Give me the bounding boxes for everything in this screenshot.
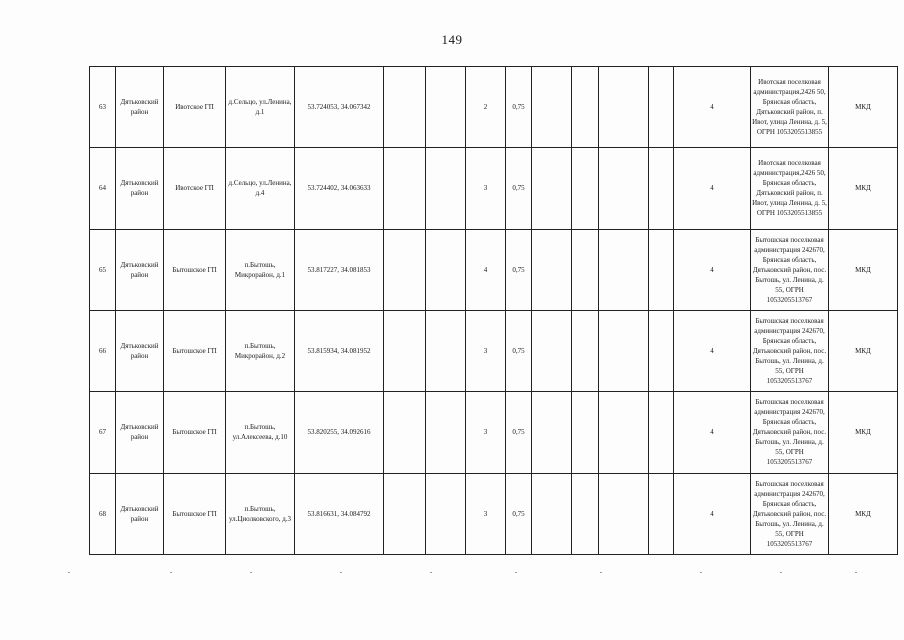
empty-cell <box>426 229 466 310</box>
district-cell: Дятьковский район <box>116 473 164 554</box>
table-row <box>90 392 898 473</box>
empty-cell <box>384 473 426 554</box>
object-type-cell: МКД <box>829 148 898 229</box>
empty-cell <box>532 148 572 229</box>
page-number: 149 <box>441 32 463 47</box>
empty-cell <box>599 310 649 391</box>
empty-cell <box>426 473 466 554</box>
empty-cell <box>426 67 466 148</box>
container-volume-cell: 0,75 <box>506 229 532 310</box>
table-row <box>90 473 898 554</box>
container-count-cell: 4 <box>466 229 506 310</box>
table-row <box>90 148 898 229</box>
container-volume-cell: 0,75 <box>506 392 532 473</box>
settlement-cell: Бытошское ГП <box>164 473 226 554</box>
empty-cell <box>649 392 674 473</box>
value-4-cell: 4 <box>674 229 751 310</box>
administration-cell: Бытошская поселковая администрация 242670, Брянская область, Дятьковский район, пос. Бытошь, ул. Ленина, д. 55, ОГРН 1053205513767 <box>751 392 829 473</box>
object-type-cell: МКД <box>829 473 898 554</box>
address-cell: п.Бытошь, Микрорайон, д.2 <box>226 310 295 391</box>
empty-cell <box>599 67 649 148</box>
container-volume-cell: 0,75 <box>506 148 532 229</box>
settlement-cell: Ивотское ГП <box>164 67 226 148</box>
empty-cell <box>649 310 674 391</box>
administration-cell: Бытошская поселковая администрация 242670, Брянская область, Дятьковский район, пос. Бытошь, ул. Ленина, д. 55, ОГРН 1053205513767 <box>751 229 829 310</box>
coordinates-cell: 53.820255, 34.092616 <box>295 392 384 473</box>
empty-cell <box>649 473 674 554</box>
table-row <box>90 310 898 391</box>
empty-cell <box>572 229 599 310</box>
administration-cell: Ивотская поселковая администрация,2426 50, Брянская область, Дятьковский район, п. Ивот, улица Ленина, д. 5, ОГРН 1053205513855 <box>751 67 829 148</box>
object-type-cell: МКД <box>829 229 898 310</box>
empty-cell <box>384 229 426 310</box>
empty-cell <box>649 229 674 310</box>
row-number: 66 <box>90 310 116 391</box>
empty-cell <box>532 229 572 310</box>
empty-cell <box>532 473 572 554</box>
empty-cell <box>426 392 466 473</box>
object-type-cell: МКД <box>829 310 898 391</box>
table-row <box>90 67 898 148</box>
settlement-cell: Ивотское ГП <box>164 148 226 229</box>
scan-artifacts <box>60 570 860 576</box>
administration-cell: Бытошская поселковая администрация 242670, Брянская область, Дятьковский район, пос. Бытошь, ул. Ленина, д. 55, ОГРН 1053205513767 <box>751 310 829 391</box>
empty-cell <box>572 310 599 391</box>
address-cell: п.Бытошь, ул.Циолковского, д.3 <box>226 473 295 554</box>
address-cell: д.Сельцо, ул.Ленина, д.1 <box>226 67 295 148</box>
container-count-cell: 3 <box>466 392 506 473</box>
registry-table <box>89 66 898 555</box>
coordinates-cell: 53.816631, 34.084792 <box>295 473 384 554</box>
district-cell: Дятьковский район <box>116 67 164 148</box>
row-number: 65 <box>90 229 116 310</box>
container-count-cell: 3 <box>466 310 506 391</box>
empty-cell <box>599 473 649 554</box>
row-number: 64 <box>90 148 116 229</box>
administration-cell: Ивотская поселковая администрация,2426 50, Брянская область, Дятьковский район, п. Ивот, улица Ленина, д. 5, ОГРН 1053205513855 <box>751 148 829 229</box>
object-type-cell: МКД <box>829 392 898 473</box>
address-cell: п.Бытошь, Микрорайон, д.1 <box>226 229 295 310</box>
district-cell: Дятьковский район <box>116 229 164 310</box>
empty-cell <box>532 392 572 473</box>
value-4-cell: 4 <box>674 148 751 229</box>
coordinates-cell: 53.817227, 34.081853 <box>295 229 384 310</box>
row-number: 67 <box>90 392 116 473</box>
empty-cell <box>572 473 599 554</box>
table-row <box>90 229 898 310</box>
coordinates-cell: 53.815934, 34.081952 <box>295 310 384 391</box>
settlement-cell: Бытошское ГП <box>164 229 226 310</box>
empty-cell <box>532 310 572 391</box>
container-count-cell: 3 <box>466 148 506 229</box>
settlement-cell: Бытошское ГП <box>164 392 226 473</box>
empty-cell <box>599 392 649 473</box>
empty-cell <box>572 148 599 229</box>
address-cell: д.Сельцо, ул.Ленина, д.4 <box>226 148 295 229</box>
value-4-cell: 4 <box>674 392 751 473</box>
value-4-cell: 4 <box>674 67 751 148</box>
empty-cell <box>649 148 674 229</box>
container-volume-cell: 0,75 <box>506 67 532 148</box>
district-cell: Дятьковский район <box>116 392 164 473</box>
empty-cell <box>572 392 599 473</box>
empty-cell <box>426 310 466 391</box>
object-type-cell: МКД <box>829 67 898 148</box>
address-cell: п.Бытошь, ул.Алексеева, д.10 <box>226 392 295 473</box>
coordinates-cell: 53.724053, 34.067342 <box>295 67 384 148</box>
district-cell: Дятьковский район <box>116 310 164 391</box>
empty-cell <box>426 148 466 229</box>
coordinates-cell: 53.724402, 34.063633 <box>295 148 384 229</box>
empty-cell <box>384 148 426 229</box>
row-number: 63 <box>90 67 116 148</box>
empty-cell <box>384 310 426 391</box>
empty-cell <box>384 67 426 148</box>
value-4-cell: 4 <box>674 310 751 391</box>
settlement-cell: Бытошское ГП <box>164 310 226 391</box>
empty-cell <box>599 148 649 229</box>
row-number: 68 <box>90 473 116 554</box>
empty-cell <box>532 67 572 148</box>
container-count-cell: 2 <box>466 67 506 148</box>
container-count-cell: 3 <box>466 473 506 554</box>
empty-cell <box>649 67 674 148</box>
empty-cell <box>599 229 649 310</box>
empty-cell <box>572 67 599 148</box>
container-volume-cell: 0,75 <box>506 473 532 554</box>
container-volume-cell: 0,75 <box>506 310 532 391</box>
value-4-cell: 4 <box>674 473 751 554</box>
empty-cell <box>384 392 426 473</box>
administration-cell: Бытошская поселковая администрация 242670, Брянская область, Дятьковский район, пос. Бытошь, ул. Ленина, д. 55, ОГРН 1053205513767 <box>751 473 829 554</box>
district-cell: Дятьковский район <box>116 148 164 229</box>
